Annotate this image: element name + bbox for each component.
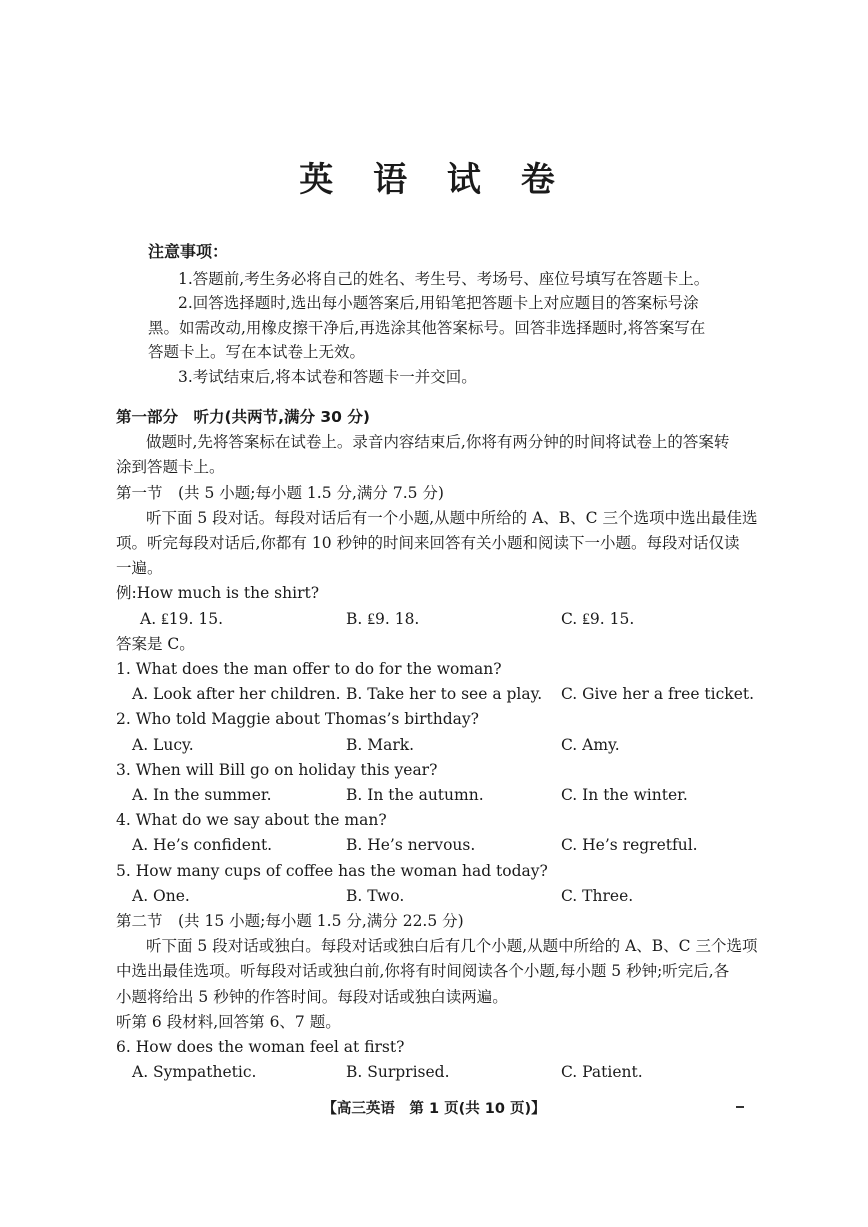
example-option-c: C. ₤9. 15.: [561, 609, 635, 628]
q2-option-c: C. Amy.: [561, 735, 620, 754]
example-question: 例:How much is the shirt?: [116, 584, 320, 603]
question-6: 6. How does the woman feel at first?: [116, 1037, 405, 1056]
material-instruction: 听第 6 段材料,回答第 6、7 题。: [116, 1012, 341, 1031]
notice-item-1: 1.答题前,考生务必将自己的姓名、考生号、考场号、座位号填写在答题卡上。: [178, 269, 710, 288]
q1-option-a: A. Look after her children.: [132, 685, 341, 704]
part1-intro-line-1: 做题时,先将答案标在试卷上。录音内容结束后,你将有两分钟的时间将试卷上的答案转: [146, 433, 730, 452]
section2-heading: 第二节 (共 15 小题;每小题 1.5 分,满分 22.5 分): [116, 911, 464, 930]
example-answer: 答案是 C。: [116, 634, 195, 653]
q5-option-b: B. Two.: [346, 886, 405, 905]
q1-option-c: C. Give her a free ticket.: [561, 685, 755, 704]
section1-intro-line-2: 项。听完每段对话后,你都有 10 秒钟的时间来回答有关小题和阅读下一小题。每段对话仅读: [116, 534, 740, 553]
example-options: [116, 607, 756, 632]
q5-option-a: A. One.: [132, 886, 190, 905]
q2-option-b: B. Mark.: [346, 735, 415, 754]
part1-heading: 第一部分 听力(共两节,满分 30 分): [116, 408, 370, 426]
section1-heading: 第一节 (共 5 小题;每小题 1.5 分,满分 7.5 分): [116, 483, 444, 502]
page-footer: 【高三英语 第 1 页(共 10 页)】: [322, 1101, 546, 1117]
q3-option-c: C. In the winter.: [561, 786, 688, 804]
section2-intro-line-1: 听下面 5 段对话或独白。每段对话或独白后有几个小题,从题中所给的 A、B、C 三个选项: [146, 937, 758, 956]
q5-option-c: C. Three.: [561, 886, 634, 905]
q1-option-b: B. Take her to see a play.: [346, 685, 543, 704]
notice-block: [148, 240, 748, 389]
question-3: 3. When will Bill go on holiday this year?: [116, 760, 438, 779]
q4-option-c: C. He’s regretful.: [561, 836, 698, 855]
section1-intro-line-3: 一遍。: [116, 559, 163, 578]
q3-option-b: B. In the autumn.: [346, 786, 484, 804]
question-1: 1. What does the man offer to do for the woman?: [116, 660, 502, 679]
notice-item-2-line-2: 黑。如需改动,用橡皮擦干净后,再选涂其他答案标号。回答非选择题时,将答案写在: [148, 318, 706, 337]
question-6-options: [116, 1060, 756, 1085]
exam-content: [116, 405, 756, 1085]
notice-item-3: 3.考试结束后,将本试卷和答题卡一并交回。: [178, 367, 477, 386]
q2-option-a: A. Lucy.: [132, 735, 194, 754]
q6-option-b: B. Surprised.: [346, 1063, 450, 1082]
question-2-options: [116, 733, 756, 758]
part1-intro-line-2: 涂到答题卡上。: [116, 458, 225, 477]
q4-option-a: A. He’s confident.: [132, 836, 273, 855]
question-4: 4. What do we say about the man?: [116, 811, 387, 830]
section2-intro-line-2: 中选出最佳选项。听每段对话或独白前,你将有时间阅读各个小题,每小题 5 秒钟;听完后,各: [116, 962, 730, 981]
q6-option-a: A. Sympathetic.: [132, 1063, 257, 1082]
notice-item-2-line-1: 2.回答选择题时,选出每小题答案后,用铅笔把答题卡上对应题目的答案标号涂: [178, 294, 699, 312]
corner-mark: [736, 1106, 744, 1108]
question-2: 2. Who told Maggie about Thomas’s birthday?: [116, 710, 479, 729]
question-5-options: [116, 884, 756, 909]
question-3-options: [116, 783, 756, 808]
section2-intro-line-3: 小题将给出 5 秒钟的作答时间。每段对话或独白读两遍。: [116, 987, 508, 1006]
notice-item-2-line-3: 答题卡上。写在本试卷上无效。: [148, 343, 366, 361]
q4-option-b: B. He’s nervous.: [346, 836, 476, 855]
q6-option-c: C. Patient.: [561, 1063, 643, 1082]
q3-option-a: A. In the summer.: [132, 786, 272, 804]
notice-heading: 注意事项：: [148, 242, 229, 261]
example-option-b: B. ₤9. 18.: [346, 609, 420, 628]
page-title: 英 语 试 卷: [299, 160, 569, 200]
question-1-options: [116, 682, 756, 707]
section1-intro-line-1: 听下面 5 段对话。每段对话后有一个小题,从题中所给的 A、B、C 三个选项中选出最佳选: [146, 508, 758, 527]
example-option-a: A. ₤19. 15.: [140, 609, 224, 628]
question-4-options: [116, 833, 756, 858]
question-5: 5. How many cups of coffee has the woman had today?: [116, 861, 548, 880]
